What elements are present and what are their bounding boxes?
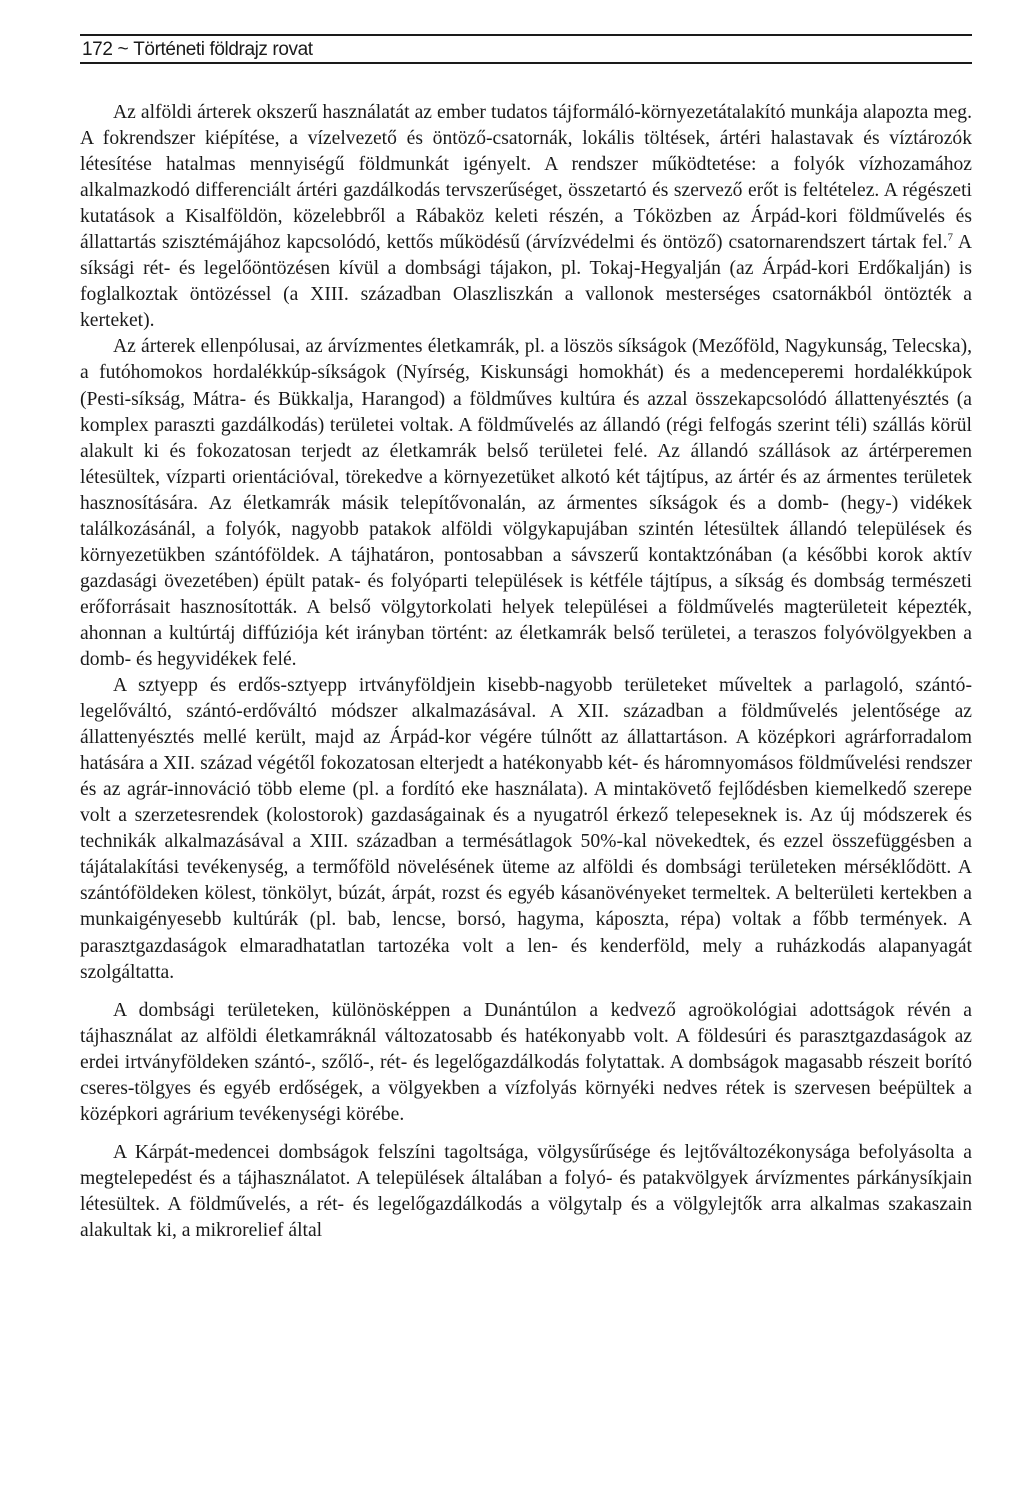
paragraph: Az árterek ellenpólusai, az árvízmentes életkamrák, pl. a löszös síkságok (Mezőföld, Nagykunság, Telecska), a futóhomokos hordalékkúp-síkságok (Nyírség, Kiskunsági homokhát) és a medenceperemi hordalékkúpok (Pesti-síkság, Mátra- és Bükkalja, Harangod) a földműves kultúra és azzal összekapcsolódó állattenyésztés (a komplex paraszti gazdálkodás) területei voltak. A földművelés az állandó (régi felfogás szerint téli) szállás körül alakult ki és fokozatosan terjedt az életkamrák belső területei felé. Az állandó szállások az ártérperemen létesültek, vízparti orientációval, törekedve a környezetüket alkotó két tájtípus, az ártér és az ármentes területek hasznosítására. Az életkamrák másik telepítővonalán, az ármentes síkságok és a domb- (hegy-) vidékek találkozásánál, a folyók, nagyobb patakok alföldi völgykapujában szintén létesültek állandó települések és környezetükben szántóföldek. A tájhatáron, pontosabban a sávszerű kontaktzónában (a későbbi korok aktív gazdasági övezetében) épült patak- és folyóparti települések is kétféle tájtípus, a síkság és dombság természeti erőforrásait hasznosították. A belső völgytorkolati helyek települései a földművelés magterületeit képezték, ahonnan a kultúrtáj diffúziója két irányban történt: az életkamrák belső területei, a teraszos folyóvölgyekben a domb- és hegyvidékek felé. [80,336,972,670]
header-separator: ~ [117,39,129,60]
paragraph: A dombsági területeken, különösképpen a Dunántúlon a kedvező agroökológiai adottságok révén a tájhasználat az alföldi életkamráknál változatosabb és hatékonyabb volt. A földesúri és parasztgazdaságok az erdei irtványföldeken szántó-, szőlő-, rét- és legelőgazdálkodás folytattak. A dombságok magasabb részeit borító cseres-tölgyes és egyéb erdőségek, a völgyekben a vízfolyás környéki nedves rétek is szervesen beépültek a középkori agrárium tevékenységi körébe. [80,999,972,1125]
section-title: Történeti földrajz rovat [133,39,313,60]
page-number: 172 [82,39,113,60]
paragraph: A Kárpát-medencei dombságok felszíni tagoltsága, völgysűrűsége és lejtőváltozékonysága befolyásolta a megtelepedést és a tájhasználatot. A települések általában a folyó- és patakvölgyek árvízmentes párkánysíkjain létesültek. A földművelés, a rét- és legelőgazdálkodás a völgytalp és a völgylejtők arra alkalmas szakaszain alakultak ki, a mikrorelief által [80,1141,972,1241]
paragraph-text: Az alföldi árterek okszerű használatát az ember tudatos tájformáló-környezetátalakító munkája alapozta meg. A fokrendszer kiépítése, a vízelvezető és öntöző-csatornák, lokális töltések, ártéri halastavak és víztározók létesítése hatalmas mennyiségű földmunkát igényelt. A rendszer működtetése: a folyók vízhozamához alkalmazkodó differenciált ártéri gazdálkodás tervszerűséget, összetartó és szervező erőt is feltételez. A régészeti kutatások a Kisalföldön, közelebbről a Rábaköz keleti részén, a Tóközben az Árpád-kori földművelés és állattartás szisztémájához kapcsolódó, kettős működésű (árvízvédelmi és öntöző) csatornarendszert tártak fel. [80,102,972,254]
paragraph-text: A síksági rét- és legelőöntözésen kívül a dombsági tájakon, pl. Tokaj-Hegyalján (az Árpád-kori Erdőkalján) is foglalkoztak öntözéssel (a XIII. században Olaszliszkán a vallonok mesterséges csatornákból öntözték a kerteket). [80,232,973,332]
footnote-reference[interactable]: 7 [947,231,954,244]
paragraph: A sztyepp és erdős-sztyepp irtványföldjein kisebb-nagyobb területeket műveltek a parlagoló, szántó-legelőváltó, szántó-erdőváltó módszer alkalmazásával. A XII. században a földművelés jelentősége az állattenyésztés mellé került, majd az Árpád-kor végére túlnőtt az állattartáson. A középkori agrárforradalom hatására a XII. század végétől fokozatosan elterjedt a hatékonyabb két- és háromnyomásos földművelési rendszer és az agrár-innováció több eleme (pl. a fordító eke használata). A mintakövető fejlődésben kiemelkedő szerepe volt a szerzetesrendek (kolostorok) gazdaságainak és a nyugatról érkező telepeseknek is. Az új módszerek és technikák alkalmazásával a XIII. században a termésátlagok 50%-kal növekedtek, és ezzel összefüggésben a tájátalakítási tevékenység, a termőföld növelésének üteme az alföldi és dombsági területeken mérséklődött. A szántóföldeken kölest, tönkölyt, búzát, árpát, rozst és egyéb kásanövényeket termeltek. A belterületi kertekben a munkaigényesebb kultúrák (pl. bab, lencse, borsó, hagyma, káposzta, répa) voltak a főbb termények. A parasztgazdaságok elmaradhatatlan tartozéka volt a len- és kenderföld, mely a ruházkodás alapanyagát szolgáltatta. [80,675,972,983]
body-text [80,100,972,1244]
header-text [82,39,313,61]
running-header [80,34,972,64]
paragraph [80,100,972,334]
